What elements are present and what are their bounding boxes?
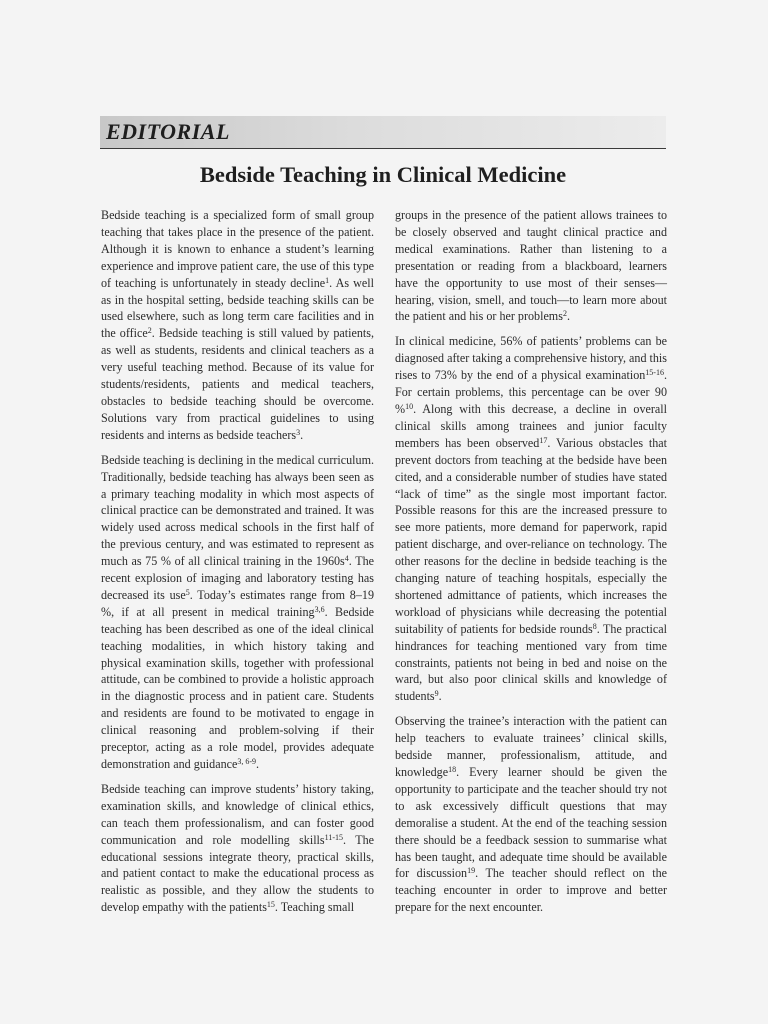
paragraph-text: . The practical hindrances for teaching mentioned vary from time constraints, patients not being in bed and noise on the ward, but also poor clinical skills and knowledge of students bbox=[395, 621, 668, 704]
paragraph-text: . bbox=[300, 427, 304, 442]
citation-superscript: 5 bbox=[185, 587, 190, 597]
citation-superscript: 2 bbox=[147, 326, 152, 336]
paragraph-text: . Various obstacles that prevent doctors from teaching at the bedside have been cited, and a considerable number of studies have stated “lack of time” as the single most important factor. Possible reasons for this are the increased pressure to see more patients, more demand for paperwork, rapid patient discharge, and over-reliance on technology. The other reasons for the decline in bedside teaching is the changing nature of teaching hospitals, especially the shortened admittance of patients, which increases the workload of physicians while decreasing the potential suitability of patients for bedside rounds bbox=[395, 435, 667, 636]
paragraph-text: Bedside teaching can improve students’ history taking, examination skills, and knowledge of clinical ethics, can teach them professionalism, and can foster good communication and role modelling skills bbox=[101, 781, 374, 847]
citation-superscript: 15 bbox=[266, 900, 275, 910]
paragraph-text: . As well as in the hospital setting, bedside teaching skills can be used elsewhere, such as long term care facilities and in the office bbox=[101, 275, 374, 341]
section-label: EDITORIAL bbox=[106, 119, 230, 144]
citation-superscript: 15-16 bbox=[645, 368, 664, 378]
paragraph-text: . bbox=[566, 309, 570, 324]
paragraph-text: . Bedside teaching is still valued by patients, as well as students, residents and clinical teachers as a very useful teaching method. Because of its value for students/residents, patients and medical teachers, obstacles to bedside teaching should be overcome. Solutions vary from practical guidelines to using residents and interns as bedside teachers bbox=[101, 326, 375, 442]
paragraph bbox=[395, 207, 667, 325]
paragraph-text: . bbox=[438, 689, 442, 704]
citation-superscript: 11-15 bbox=[324, 832, 343, 842]
paragraph-text: . Teaching small bbox=[274, 900, 355, 915]
paragraph-text: . Along with this decrease, a decline in overall clinical skills among trainees and junior faculty members has been observed bbox=[395, 401, 667, 450]
left-column bbox=[101, 207, 374, 924]
paragraph-text: . The recent explosion of imaging and laboratory testing has decreased its use bbox=[101, 554, 374, 602]
paragraph-text: groups in the presence of the patient allows trainees to be closely observed and taught clinical practice and medical examinations. Rather than listening to a presentation or reading from a blackboard, learners have the opportunity to use most of their senses—hearing, vision, smell, and touch—to learn more about the patient and his or her problems bbox=[395, 208, 667, 324]
paragraph-text: . The teacher should reflect on the teaching encounter in order to improve and better prepare for the next encounter. bbox=[395, 866, 667, 915]
citation-superscript: 17 bbox=[539, 435, 548, 445]
paragraph-text: Bedside teaching is a specialized form of small group teaching that takes place in the presence of the patient. Although it is known to enhance a student’s learning experience and improve patient care, the use of this type of teaching is unfortunately in steady decline bbox=[101, 208, 374, 290]
paragraph-text: Bedside teaching is declining in the medical curriculum. Traditionally, bedside teaching has always been seen as a primary teaching modality in which most aspects of clinical practice can be demonstrated and trained. It was widely used across medical schools in the first half of the previous century, and was estimated to represent as much as 75 % of all clinical training in the 1960s bbox=[101, 452, 374, 569]
paragraph bbox=[395, 713, 667, 916]
section-header-bar bbox=[100, 116, 666, 149]
article-title: Bedside Teaching in Clinical Medicine bbox=[199, 162, 567, 187]
citation-superscript: 2 bbox=[562, 309, 567, 319]
paragraph-text: In clinical medicine, 56% of patients’ problems can be diagnosed after taking a comprehensive history, and this rises to 73% by the end of a physical examination bbox=[395, 334, 667, 383]
paragraph-text: . The educational sessions integrate theory, practical skills, and patient contact to make the educational process as realistic as possible, and they allow the students to develop empathy with the patients bbox=[101, 832, 374, 915]
citation-superscript: 3,6 bbox=[314, 604, 325, 614]
citation-superscript: 1 bbox=[325, 275, 330, 285]
citation-superscript: 3, 6-9 bbox=[237, 757, 257, 766]
paragraph bbox=[101, 452, 374, 773]
citation-superscript: 8 bbox=[592, 621, 597, 631]
citation-superscript: 18 bbox=[448, 765, 457, 774]
citation-superscript: 3 bbox=[296, 427, 301, 437]
citation-superscript: 19 bbox=[467, 866, 476, 876]
paragraph-text: . bbox=[256, 757, 260, 771]
paragraph-text: . For certain problems, this percentage can be over 90 % bbox=[395, 368, 667, 416]
citation-superscript: 9 bbox=[434, 689, 439, 699]
paragraph-text: Observing the trainee’s interaction with the patient can help teachers to evaluate trainees’ clinical skills, bedside manner, professionalism, attitude, and knowledge bbox=[395, 714, 667, 779]
paragraph-text: . Bedside teaching has been described as one of the ideal clinical teaching modalities, in which history taking and physical examination skills, together with professional attitude, can be combined to provide a holistic approach in the diagnostic process and in patient care. Students and residents are found to be motivated to engage in clinical reasoning and problem-solving if their preceptor, acting as a role model, provides adequate demonstration and guidance bbox=[101, 604, 374, 771]
citation-superscript: 4 bbox=[344, 554, 349, 564]
paragraph-text: . Today’s estimates range from 8–19 %, if at all present in medical training bbox=[101, 587, 374, 619]
paragraph bbox=[395, 333, 667, 705]
citation-superscript: 10 bbox=[405, 401, 414, 411]
paragraph bbox=[101, 207, 374, 444]
paragraph bbox=[101, 781, 374, 916]
paragraph-text: . Every learner should be given the opportunity to participate and the teacher should try not to ask excessively difficult questions that may demoralise a student. At the end of the teaching session there should be a feedback session to summarise what has been taught, and adequate time should be available for discussion bbox=[395, 765, 667, 881]
right-column bbox=[395, 207, 667, 924]
